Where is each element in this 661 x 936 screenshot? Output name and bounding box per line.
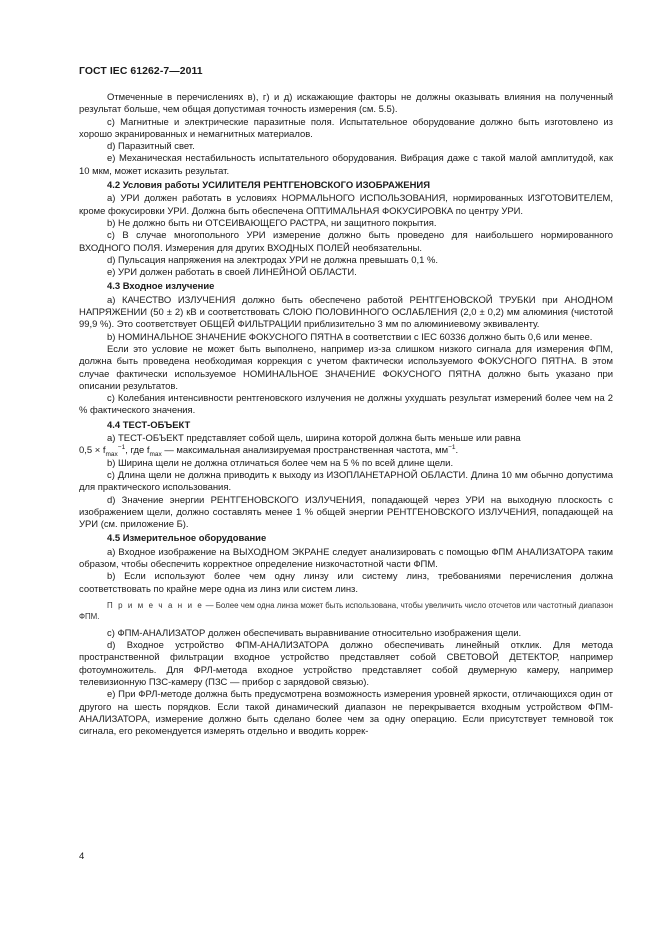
note-label: П р и м е ч а н и е	[107, 600, 204, 610]
formula-superscript: −1	[117, 444, 126, 452]
list-item: b) Если используют более чем одну линзу или систему линз, требованиями перечисления должна соответствовать по крайне мере одна из линз или систем линз.	[79, 571, 613, 595]
formula-line	[79, 445, 613, 457]
list-item: с) Колебания интенсивности рентгеновского излучения не должны ухудшать результат измерений более чем на 2 % фактического значения.	[79, 393, 613, 417]
formula-subscript: max	[149, 451, 162, 459]
list-item: с) Длина щели не должна приводить к выходу из ИЗОПЛАНЕТАРНОЙ ОБЛАСТИ. Длина 10 мм обычно допустима для практического использования.	[79, 469, 613, 494]
formula-coefficient: 0,5 × f	[79, 445, 106, 457]
section-heading-4-5: 4.5 Измерительное оборудование	[107, 533, 267, 545]
list-item: d) Пульсация напряжения на электродах УРИ не должна превышать 0,1 %.	[107, 254, 438, 266]
section-heading-4-3: 4.3 Входное излучение	[107, 281, 215, 293]
document-body	[79, 92, 613, 739]
list-item: d) Входное устройство ФПМ-АНАЛИЗАТОРА должно обеспечивать линейный отклик. Для метода пространственной фильтрации входное устройство представляет собой СВЕТОВОЙ ДЕТЕКТОР, например фотоумножитель. Для ФРЛ-метода входное устройство представляет собой двумерную камеру, например телевизионную ПЗС-камеру (ПЗС — прибор с зарядовой связью).	[79, 640, 613, 689]
formula-where: , где f	[125, 445, 150, 457]
paragraph: с) Магнитные и электрические паразитные поля. Испытательное оборудование должно быть изготовлено из хорошо экранированных и немагнитных материалов.	[79, 116, 613, 140]
list-item: а) УРИ должен работать в условиях НОРМАЛЬНОГО ИСПОЛЬЗОВАНИЯ, нормированных ИЗГОТОВИТЕЛЕМ, кроме фокусировки УРИ. Должна быть обеспечена ОПТИМАЛЬНАЯ ФОКУСИРОВКА по центру УРИ.	[79, 193, 613, 217]
list-item: b) Ширина щели не должна отличаться более чем на 5 % по всей длине щели.	[107, 457, 454, 469]
list-item: е) УРИ должен работать в своей ЛИНЕЙНОЙ ОБЛАСТИ.	[107, 267, 357, 279]
page-number: 4	[79, 851, 85, 862]
list-item: а) КАЧЕСТВО ИЗЛУЧЕНИЯ должно быть обеспечено работой РЕНТГЕНОВСКОЙ ТРУБКИ при АНОДНОМ НАПРЯЖЕНИИ (50 ± 2) кВ и соответствовать СЛОЮ ПОЛОВИННОГО ОСЛАБЛЕНИЯ (2,0 ± 0,2) мм алюминия (чистотой 99,9 %). Это соответствует ОБЩЕЙ ФИЛЬТРАЦИИ приблизительно 3 мм по алюминиевому эквиваленту.	[79, 294, 613, 331]
standard-header: ГОСТ IEC 61262-7—2011	[79, 66, 203, 77]
list-item: с) В случае многопольного УРИ измерение должно быть проведено для наибольшего нормированного ВХОДНОГО ПОЛЯ. Измерения для других ВХОДНЫХ ПОЛЕЙ необязательны.	[79, 230, 613, 254]
paragraph: Если это условие не может быть выполнено, например из-за слишком низкого сигнала для измерения ФПМ, должна быть проведена необходимая коррекция с учетом фактически используемого ФОКУСНОГО ПЯТНА. В этом случае фактически используемое НОМИНАЛЬНОЕ ЗНАЧЕНИЕ ФОКУСНОГО ПЯТНА должно быть указано при описании результатов.	[79, 343, 613, 392]
formula-subscript: max	[105, 451, 118, 459]
paragraph: e) Механическая нестабильность испытательного оборудования. Вибрация даже с такой малой амплитудой, как 10 мкм, может исказить результат.	[79, 153, 613, 177]
section-heading-4-2: 4.2 Условия работы УСИЛИТЕЛЯ РЕНТГЕНОВСКОГО ИЗОБРАЖЕНИЯ	[107, 180, 430, 192]
list-item: b) НОМИНАЛЬНОЕ ЗНАЧЕНИЕ ФОКУСНОГО ПЯТНА в соответствии с IEC 60336 должно быть 0,6 или менее.	[107, 331, 593, 343]
list-item: а) ТЕСТ-ОБЪЕКТ представляет собой щель, ширина которой должна быть меньше или равна	[107, 433, 521, 445]
list-item: е) При ФРЛ-методе должна быть предусмотрена возможность измерения уровней яркости, отличающихся один от другого на шесть порядков. Если такой динамический диапазон не перекрывается входным устройством ФПМ-АНАЛИЗАТОРА, измерение должно быть сделано более чем за одну операцию. Если присутствует темновой ток сигнала, его рекомендуется измерять отдельно и вводить коррек-	[79, 689, 613, 738]
list-item: d) Значение энергии РЕНТГЕНОВСКОГО ИЗЛУЧЕНИЯ, попадающей через УРИ на выходную плоскость с изображением щели, должно составлять менее 1 % общей энергии РЕНТГЕНОВСКОГО ИЗЛУЧЕНИЯ, попадающей на УРИ (см. приложение Б).	[79, 494, 613, 531]
note-text: — Более чем одна линза может быть использована, чтобы увеличить число отсчетов или частотный диапазон ФПМ.	[79, 600, 613, 621]
note	[79, 600, 613, 622]
formula-superscript: −1	[448, 444, 456, 452]
formula-description: — максимальная анализируемая пространственная частота, мм	[161, 445, 449, 457]
list-item: а) Входное изображение на ВЫХОДНОМ ЭКРАНЕ следует анализировать с помощью ФПМ АНАЛИЗАТОРА таким образом, чтобы обеспечить корректное определение низкочастотной части ФПМ.	[79, 546, 613, 570]
paragraph: Отмеченные в перечислениях в), г) и д) искажающие факторы не должны оказывать влияния на полученный результат больше, чем общая допустимая точность измерения (см. 5.5).	[79, 92, 613, 116]
formula-end: .	[455, 445, 459, 457]
list-item: с) ФПМ-АНАЛИЗАТОР должен обеспечивать выравнивание относительно изображения щели.	[107, 627, 522, 639]
list-item: b) Не должно быть ни ОТСЕИВАЮЩЕГО РАСТРА, ни защитного покрытия.	[107, 217, 437, 229]
section-heading-4-4: 4.4 ТЕСТ-ОБЪЕКТ	[107, 419, 191, 431]
paragraph: d) Паразитный свет.	[107, 141, 195, 153]
